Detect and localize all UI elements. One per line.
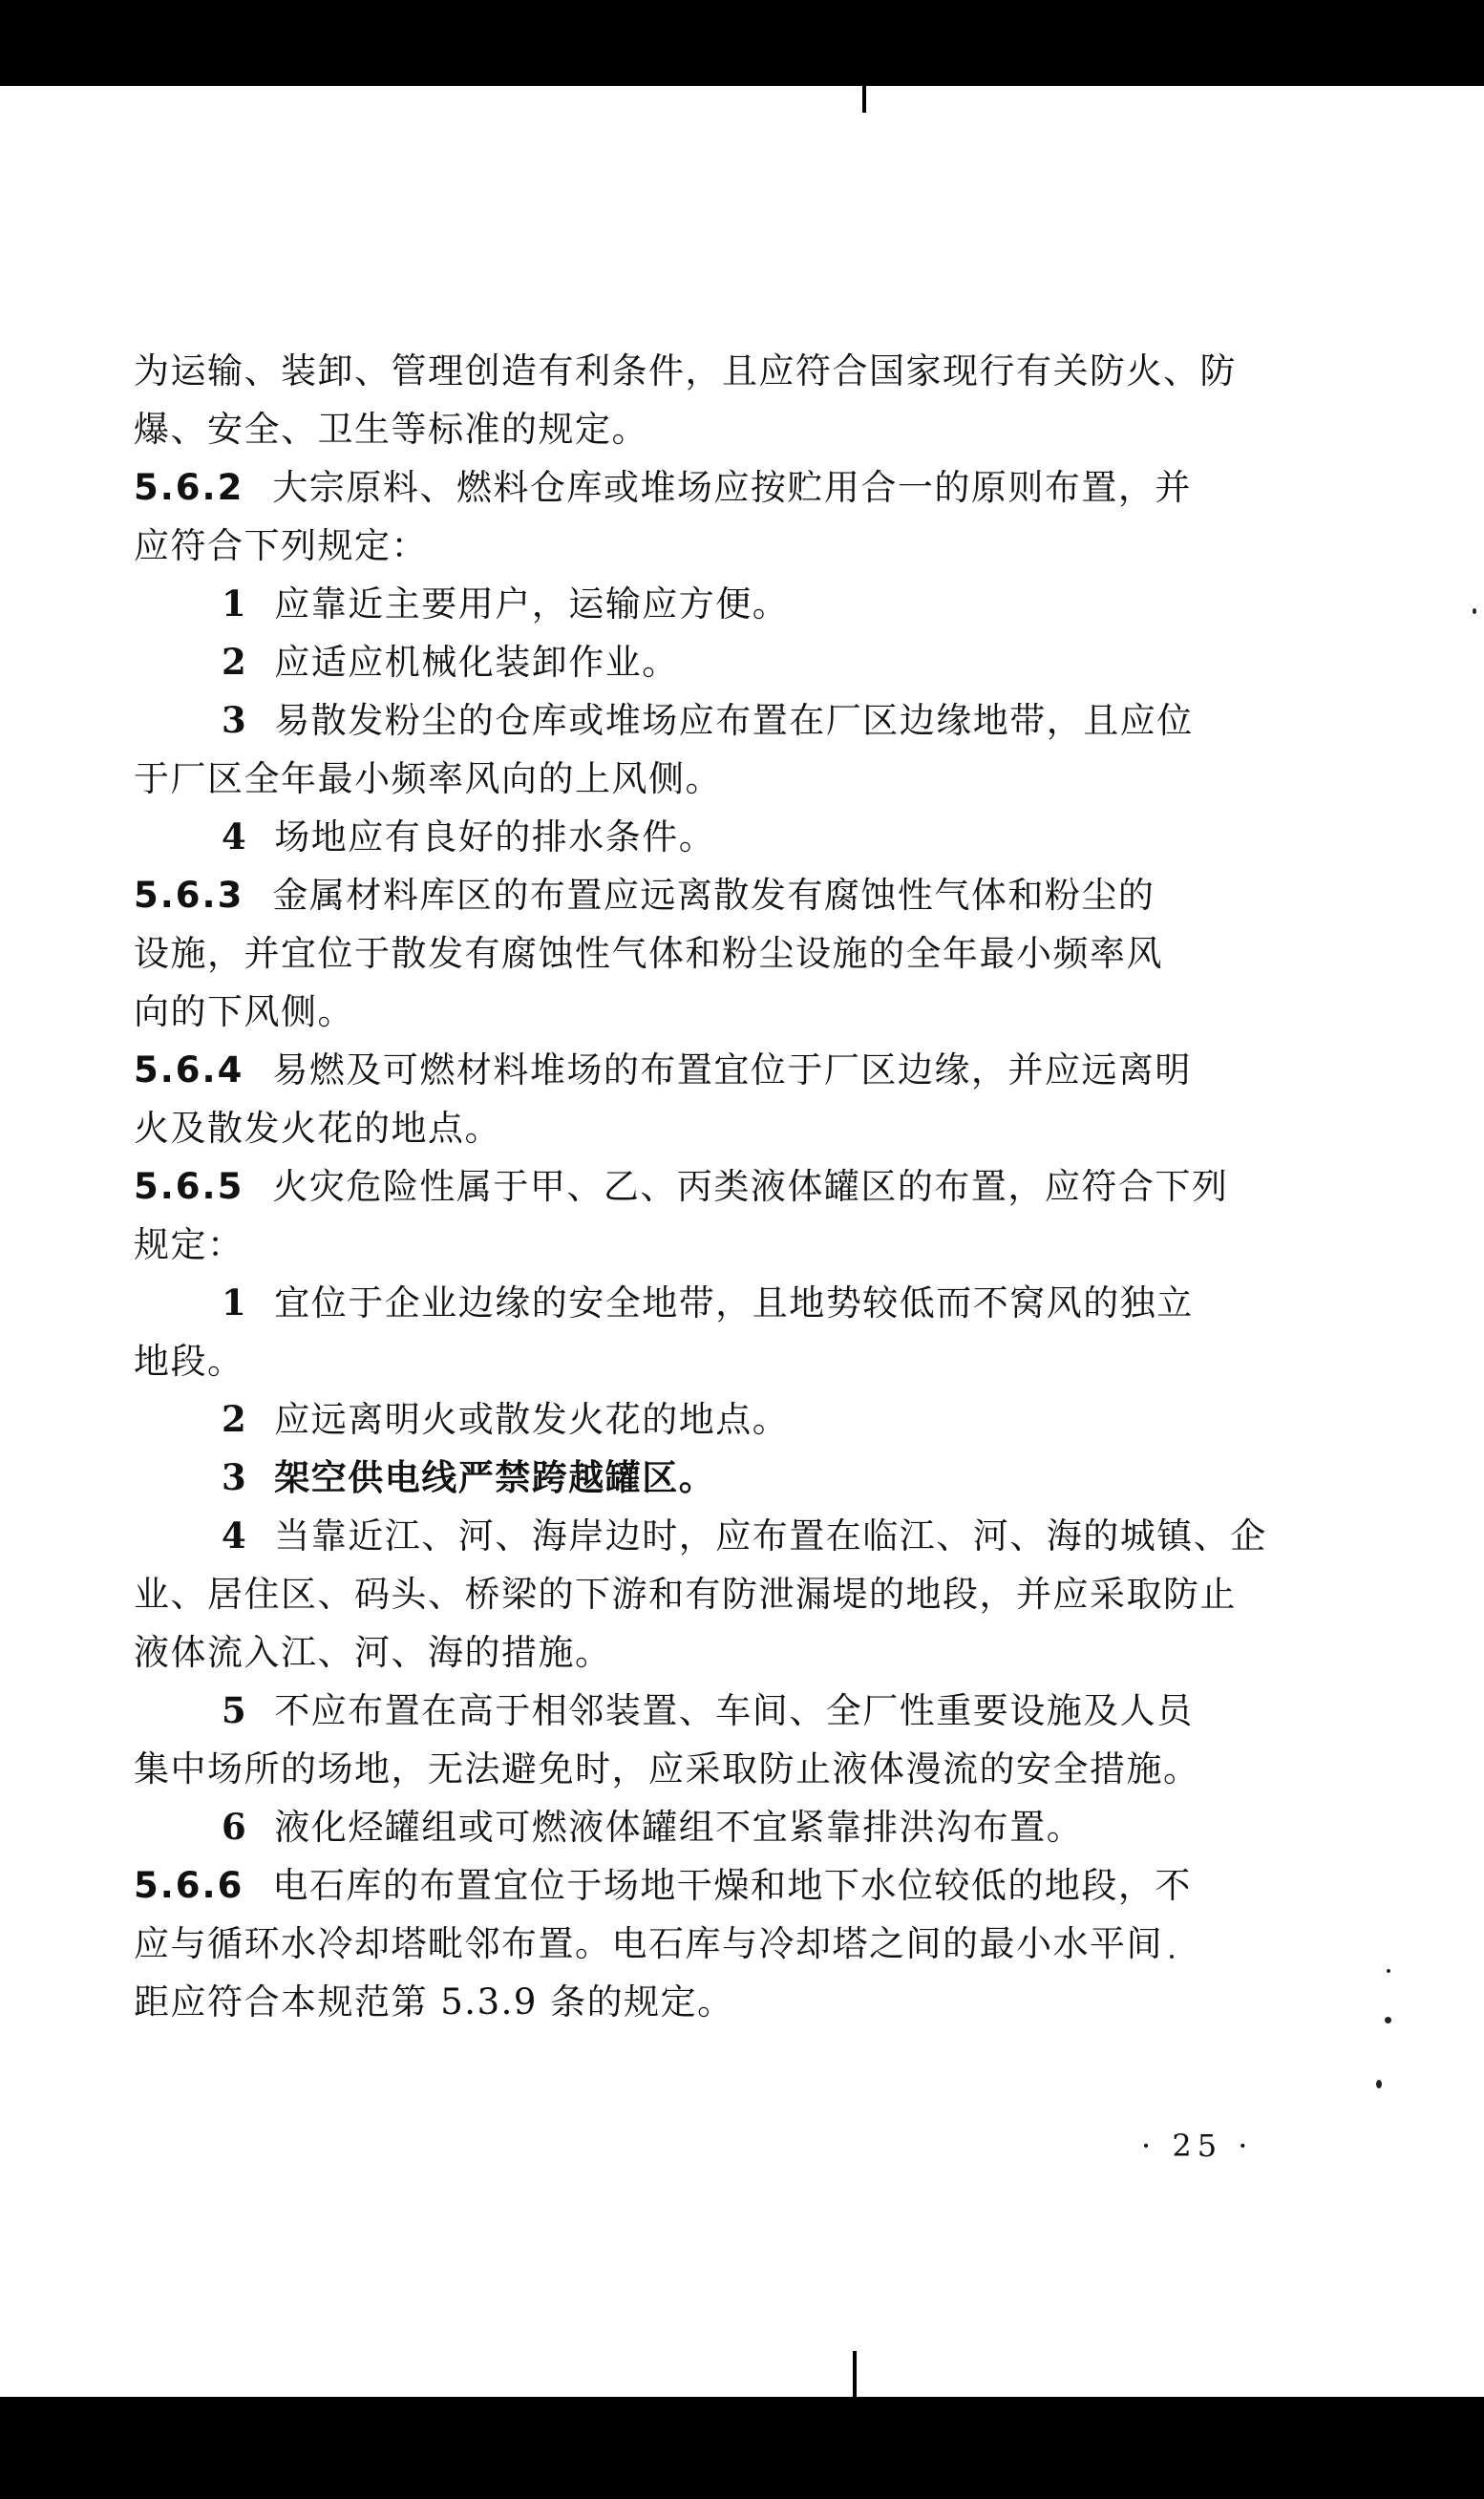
text-line: 液体流入江、河、海的措施。 bbox=[134, 1632, 612, 1673]
scan-border-top bbox=[0, 0, 1484, 86]
clause-number: 5.6.4 bbox=[134, 1049, 244, 1091]
text-line: 于厂区全年最小频率风向的上风侧。 bbox=[134, 758, 722, 799]
clause-5-6-4: 5.6.4 易燃及可燃材料堆场的布置宜位于厂区边缘，并应远离明 bbox=[134, 1049, 1192, 1091]
item-number: 5 bbox=[222, 1689, 248, 1731]
text-line: 距应符合本规范第 5.3.9 条的规定。 bbox=[134, 1981, 734, 2022]
page-number: · 25 · bbox=[1141, 2128, 1254, 2164]
clause-5-6-2: 5.6.2 大宗原料、燃料仓库或堆场应按贮用合一的原则布置，并 bbox=[134, 467, 1192, 508]
text-line: 应与循环水冷却塔毗邻布置。电石库与冷却塔之间的最小水平间 bbox=[134, 1923, 1163, 1964]
item-number: 3 bbox=[222, 1456, 248, 1498]
clause-number: 5.6.2 bbox=[134, 467, 244, 508]
text-line: 为运输、装卸、管理创造有利条件，且应符合国家现行有关防火、防 bbox=[134, 350, 1237, 392]
clause-5-6-3: 5.6.3 金属材料库区的布置应远离散发有腐蚀性气体和粉尘的 bbox=[134, 875, 1155, 916]
scan-speck bbox=[1387, 1969, 1390, 1973]
item-number: 1 bbox=[222, 1281, 248, 1324]
document-body bbox=[134, 342, 1313, 2031]
item-number: 4 bbox=[222, 815, 248, 858]
list-item: 5 不应布置在高于相邻装置、车间、全厂性重要设施及人员 bbox=[222, 1689, 1194, 1731]
clause-number: 5.6.5 bbox=[134, 1166, 244, 1207]
list-item: 2 应远离明火或散发火花的地点。 bbox=[222, 1398, 790, 1440]
list-item: 3 易散发粉尘的仓库或堆场应布置在厂区边缘地带，且应位 bbox=[222, 699, 1194, 741]
list-item-bold: 3 架空供电线严禁跨越罐区。 bbox=[222, 1456, 716, 1498]
item-number: 2 bbox=[222, 1398, 248, 1440]
text-line: 业、居住区、码头、桥梁的下游和有防泄漏堤的地段，并应采取防止 bbox=[134, 1574, 1237, 1615]
item-number: 4 bbox=[222, 1514, 248, 1557]
item-number: 3 bbox=[222, 699, 248, 741]
clause-number: 5.6.3 bbox=[134, 875, 244, 916]
scan-border-bottom bbox=[0, 2397, 1484, 2499]
item-number: 2 bbox=[222, 641, 248, 683]
list-item: 1 应靠近主要用户，运输应方便。 bbox=[222, 582, 790, 625]
list-item: 6 液化烃罐组或可燃液体罐组不宜紧靠排洪沟布置。 bbox=[222, 1806, 1084, 1848]
text-line: 爆、安全、卫生等标准的规定。 bbox=[134, 409, 648, 450]
clause-number: 5.6.6 bbox=[134, 1865, 244, 1906]
scan-speck bbox=[1376, 2080, 1382, 2088]
text-line: 应符合下列规定： bbox=[134, 525, 428, 566]
scan-speck bbox=[1170, 1955, 1174, 1959]
scan-speck bbox=[1385, 2017, 1391, 2023]
text-line: 集中场所的场地，无法避免时，应采取防止液体漫流的安全措施。 bbox=[134, 1748, 1200, 1790]
scan-border-top-notch bbox=[862, 0, 866, 113]
scan-speck bbox=[1473, 608, 1476, 614]
clause-5-6-6: 5.6.6 电石库的布置宜位于场地干燥和地下水位较低的地段，不 bbox=[134, 1865, 1192, 1906]
text-line: 规定： bbox=[134, 1224, 244, 1265]
item-number: 1 bbox=[222, 582, 248, 625]
item-number: 6 bbox=[222, 1806, 248, 1848]
list-item: 4 场地应有良好的排水条件。 bbox=[222, 815, 716, 858]
text-line: 设施，并宜位于散发有腐蚀性气体和粉尘设施的全年最小频率风 bbox=[134, 933, 1163, 974]
list-item: 4 当靠近江、河、海岸边时，应布置在临江、河、海的城镇、企 bbox=[222, 1514, 1267, 1557]
scan-border-bottom-notch bbox=[853, 2351, 857, 2399]
text-line: 火及散发火花的地点。 bbox=[134, 1108, 501, 1149]
list-item: 2 应适应机械化装卸作业。 bbox=[222, 641, 679, 683]
text-line: 向的下风侧。 bbox=[134, 991, 354, 1032]
list-item: 1 宜位于企业边缘的安全地带，且地势较低而不窝风的独立 bbox=[222, 1281, 1194, 1324]
text-line: 地段。 bbox=[134, 1341, 244, 1382]
clause-5-6-5: 5.6.5 火灾危险性属于甲、乙、丙类液体罐区的布置，应符合下列 bbox=[134, 1166, 1229, 1207]
